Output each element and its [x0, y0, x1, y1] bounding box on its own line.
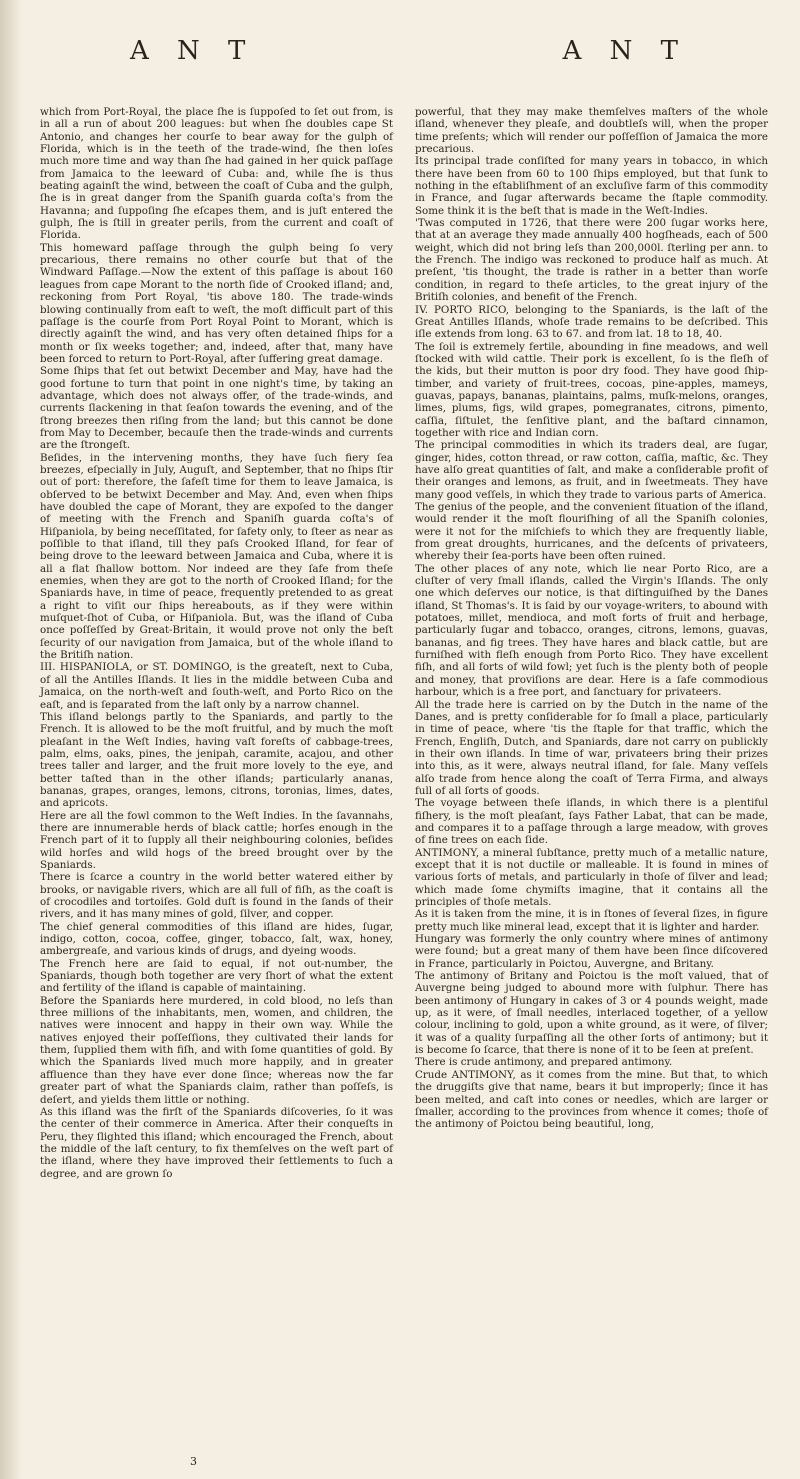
paragraph: IV. PORTO RICO, belonging to the Spaniards, is the laſt of the Great Antilles Iſlands, whoſe trade remains to be deſcribed. This iſle extends from long. 63 to 67. and from lat. 18 to 18, 40.	[415, 303, 768, 341]
paragraph: Beſides, in the intervening months, they have ſuch fiery ſea breezes, eſpecially in July, Auguſt, and September, that no ſhips ſtir out of port: therefore, the ſafeſt time for them to leave Jamaica, is obſerved to be betwixt December and May. And, even when ſhips have doubled the cape of Morant, they are expoſed to the danger of meeting with the French and Spaniſh guarda coſta's of Hiſpaniola, by being neceſſitated, for ſafety only, to ſteer as near as poſſible to that iſland, till they paſs Crooked Iſland, for fear of being drove to the leeward between Jamaica and Cuba, where it is all a flat ſhallow bottom. Nor indeed are they ſafe from theſe enemies, when they are got to the north of Crooked Iſland; for the Spaniards have, in time of peace, frequently pretended to as great a right to viſit our ſhips hereabouts, as if they were within muſquet-ſhot of Cuba, or Hiſpaniola. But, was the iſland of Cuba once poſſeſſed by Great-Britain, it would prove not only the beſt ſecurity of our navigation from Jamaica, but of the whole iſland to the Britiſh nation.	[40, 451, 393, 662]
paragraph: Its principal trade conſiſted for many years in tobacco, in which there have been from 60 to 100 ſhips employed, but that ſunk to nothing in the eſtabliſhment of an excluſive farm of this commodity in France, and ſugar afterwards became the ſtaple commodity. Some think it is the beſt that is made in the Weſt-Indies.	[415, 155, 768, 217]
header-left: A N T	[130, 36, 256, 66]
running-header	[40, 36, 768, 80]
paragraph: The ſoil is extremely fertile, abounding in fine meadows, and well ſtocked with wild cattle. Their pork is excellent, ſo is the fleſh of the kids, but their mutton is poor dry food. They have good ſhip-timber, and variety of fruit-trees, cocoas, pine-apples, mameys, guavas, papays, bananas, plaintains, palms, muſk-melons, oranges, limes, plums, figs, wild grapes, pomegranates, citrons, pimento, caſſia, ſiſtulet, the ſenſitive plant, and the baſtard cinnamon, together with rice and Indian corn.	[415, 340, 768, 439]
right-column	[415, 106, 768, 1180]
paragraph: The voyage between theſe iſlands, in which there is a plentiful fiſhery, is the moſt pleaſant, ſays Father Labat, that can be made, and compares it to a paſſage through a large meadow, with groves of fine trees on each ſide.	[415, 797, 768, 847]
paragraph: All the trade here is carried on by the Dutch in the name of the Danes, and is pretty conſiderable for ſo ſmall a place, particularly in time of peace, where 'tis the ſtaple for that traffic, which the French, Engliſh, Dutch, and Spaniards, dare not carry on publickly in their own iſlands. In time of war, privateers bring their prizes into this, as it were, always neutral iſland, for ſale. Many veſſels alſo trade from hence along the coaſt of Terra Firma, and always full of all ſorts of goods.	[415, 698, 768, 797]
page-number: 3	[190, 1455, 197, 1468]
header-right: A N T	[562, 36, 688, 66]
paragraph: The genius of the people, and the convenient ſituation of the iſland, would render it the moſt flouriſhing of all the Spaniſh colonies, were it not for the miſchiefs to which they are frequently liable, from great droughts, hurricanes, and the deſcents of privateers, whereby their ſea-ports have been often ruined.	[415, 501, 768, 563]
paragraph: This homeward paſſage through the gulph being ſo very precarious, there remains no other courſe but that of the Windward Paſſage.—Now the extent of this paſſage is about 160 leagues from cape Morant to the north ſide of Crooked iſland; and, reckoning from Port Royal, 'tis above 180. The trade-winds blowing continually from eaſt to weſt, the moſt difficult part of this paſſage is the courſe from Port Royal Point to Morant, which is directly againſt the wind, and has very often detained ſhips for a month or ſix weeks together; and, indeed, after that, many have been forced to return to Port-Royal, after ſuffering great damage.	[40, 241, 393, 365]
paragraph: There is crude antimony, and prepared antimony.	[415, 1056, 673, 1069]
paragraph: Crude ANTIMONY, as it comes from the mine. But that, to which the druggiſts give that name, bears it but improperly; ſince it has been melted, and caſt into cones or needles, which are larger or ſmaller, according to the provinces from whence it comes; thoſe of the antimony of Poictou being beautiful, long,	[415, 1068, 768, 1131]
paragraph: powerful, that they may make themſelves maſters of the whole iſland, whenever they pleaſe, and doubtleſs will, when the proper time preſents; which will render our poſſeſſion of Jamaica the more precarious.	[415, 106, 768, 156]
paragraph: This iſland belongs partly to the Spaniards, and partly to the French. It is allowed to be the moſt fruitful, and by much the moſt pleaſant in the Weſt Indies, having vaſt foreſts of cabbage-trees, palm, elms, oaks, pines, the jenipah, caramite, acajou, and other trees taller and larger, and the fruit more lovely to the eye, and better taſted than in the other iſlands; particularly ananas, bananas, grapes, oranges, lemons, citrons, toronias, limes, dates, and apricots.	[40, 710, 393, 810]
paragraph: Before the Spaniards here murdered, in cold blood, no leſs than three millions of the inhabitants, men, women, and children, the natives were innocent and happy in their own way. While the natives enjoyed their poſſeſſions, they cultivated their lands for them, ſupplied them with fiſh, and with ſome quantities of gold. By which the Spaniards lived much more happily, and in greater affluence than they have ever done ſince; whereas now the far greater part of what the Spaniards claim, rather than poſſeſs, is deſert, and yields them little or nothing.	[40, 994, 393, 1106]
paragraph: Some ſhips that ſet out betwixt December and May, have had the good fortune to turn that point in one night's time, by taking an advantage, which does not always offer, of the trade-winds, and currents ſlackening in that ſeaſon towards the evening, and of the ſtrong breezes then riſing from the land; but this cannot be done from May to December, becauſe then the trade-winds and currents are the ſtrongeſt.	[40, 365, 393, 452]
paragraph: The other places of any note, which lie near Porto Rico, are a cluſter of very ſmall iſlands, called the Virgin's Iſlands. The only one which deſerves our notice, is that diſtinguiſhed by the Danes iſland, St Thomas's. It is ſaid by our voyage-writers, to abound with potatoes, millet, mendioca, and moſt forts of fruit and herbage, particularly ſugar and tobacco, oranges, citrons, lemons, guavas, bananas, and fig trees. They have hares and black cattle, but are furniſhed with fleſh enough from Porto Rico. They have excellent fiſh, and all forts of wild fowl; yet ſuch is the plenty both of people and money, that proviſions are dear. Here is a ſafe commodious harbour, which is a free port, and ſanctuary for privateers.	[415, 562, 768, 699]
paragraph: There is ſcarce a country in the world better watered either by brooks, or navigable rivers, which are all full of fiſh, as the coaſt is of crocodiles and tortoiſes. Gold duſt is found in the ſands of their rivers, and it has many mines of gold, ſilver, and copper.	[40, 871, 393, 921]
paragraph: which from Port-Royal, the place ſhe is ſuppoſed to ſet out from, is in all a run of about 200 leagues: but when ſhe doubles cape St Antonio, and changes her courſe to bear away for the gulph of Florida, which is in the teeth of the trade-wind, ſhe then loſes much more time and way than ſhe had gained in her quick paſſage from Jamaica to the leeward of Cuba: and, while ſhe is thus beating againſt the wind, between the coaſt of Cuba and the gulph, ſhe is in great danger from the Spaniſh guarda coſta's from the Havanna; and ſuppoſing ſhe eſcapes them, and is juſt entered the gulph, ſhe is ſtill in greater perils, from the current and coaſt of Florida.	[40, 106, 393, 242]
left-column	[40, 106, 393, 1180]
paragraph: Hungary was formerly the only country where mines of antimony were found; but a great many of them have been ſince diſcovered in France, particularly in Poictou, Auvergne, and Britany.	[415, 933, 768, 970]
text-columns	[40, 106, 768, 1180]
paragraph: The principal commodities in which its traders deal, are ſugar, ginger, hides, cotton thread, or raw cotton, caſſia, maſtic, &c. They have alſo great quantities of ſalt, and make a conſiderable profit of their oranges and lemons, as fruit, and in ſweetmeats. They have many good veſſels, in which they trade to various parts of America.	[415, 439, 768, 501]
paragraph: As this iſland was the firſt of the Spaniards diſcoveries, ſo it was the center of their commerce in America. After their conqueſts in Peru, they ſlighted this iſland; which encouraged the French, about the middle of the laſt century, to fix themſelves on the weſt part of the iſland, where they have improved their ſettlements to ſuch a degree, and are grown ſo	[40, 1105, 393, 1180]
paragraph: The French here are ſaid to equal, if not out-number, the Spaniards, though both together are very ſhort of what the extent and fertility of the iſland is capable of maintaining.	[40, 957, 393, 995]
paragraph: The antimony of Britany and Poictou is the moſt valued, that of Auvergne being judged to abound more with ſulphur. There has been antimony of Hungary in cakes of 3 or 4 pounds weight, made up, as it were, of ſmall needles, interlaced together, of a yellow colour, inclining to gold, upon a white ground, as it were, of ſilver; it was of a quality ſurpaſſing all the other ſorts of antimony; but it is become ſo ſcarce, that there is none of it to be ſeen at preſent.	[415, 970, 768, 1057]
paragraph: As it is taken from the mine, it is in ſtones of ſeveral ſizes, in figure pretty much like mineral lead, except that it is lighter and harder.	[415, 908, 768, 933]
paragraph: 'Twas computed in 1726, that there were 200 ſugar works here, that at an average they made annually 400 hogſheads, each of 500 weight, which did not bring leſs than 200,000l. ſterling per ann. to the French. The indigo was reckoned to produce half as much. At preſent, 'tis thought, the trade is rather in a better than worſe condition, in regard to theſe articles, to the great injury of the Britiſh colonies, and benefit of the French.	[415, 217, 768, 304]
paragraph: III. HISPANIOLA, or ST. DOMINGO, is the greateſt, next to Cuba, of all the Antilles Iſlands. It lies in the middle between Cuba and Jamaica, on the north-weſt and ſouth-weſt, and Porto Rico on the eaſt, and is ſeparated from the laſt only by a narrow channel.	[40, 661, 393, 711]
spine-shadow	[0, 0, 22, 1479]
paragraph: ANTIMONY, a mineral ſubſtance, pretty much of a metallic nature, except that it is not ductile or malleable. It is found in mines of various ſorts of metals, and particularly in thoſe of ſilver and lead; which made ſome chymiſts imagine, that it contains all the principles of thoſe metals.	[415, 846, 768, 908]
paragraph: Here are all the fowl common to the Weſt Indies. In the ſavannahs, there are innumerable herds of black cattle; horſes enough in the French part of it to ſupply all their neighbouring colonies, beſides wild horſes and wild hogs of the breed brought over by the Spaniards.	[40, 809, 393, 871]
paragraph: The chief general commodities of this iſland are hides, ſugar, indigo, cotton, cocoa, coffee, ginger, tobacco, ſalt, wax, honey, ambergreaſe, and various kinds of drugs, and dyeing woods.	[40, 920, 393, 958]
